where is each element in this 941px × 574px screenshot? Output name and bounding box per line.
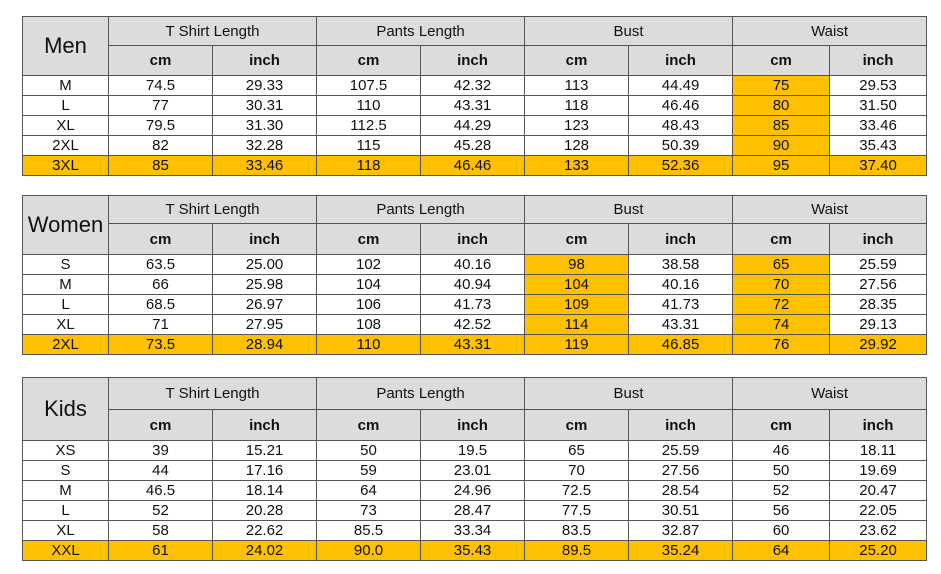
unit-header: cm	[733, 410, 830, 441]
value-cell: 27.56	[629, 461, 733, 481]
value-cell: 50	[733, 461, 830, 481]
table-row	[23, 481, 927, 501]
value-cell: 32.28	[213, 136, 317, 156]
value-cell: 43.31	[629, 315, 733, 335]
value-cell: 115	[317, 136, 421, 156]
size-cell: XXL	[23, 541, 109, 561]
value-cell: 29.53	[830, 76, 927, 96]
value-cell: 70	[525, 461, 629, 481]
column-group-header: T Shirt Length	[109, 17, 317, 46]
value-cell: 24.96	[421, 481, 525, 501]
value-cell: 89.5	[525, 541, 629, 561]
value-cell: 33.46	[830, 116, 927, 136]
unit-header: cm	[317, 46, 421, 76]
unit-header: cm	[525, 46, 629, 76]
size-table-kids	[22, 377, 927, 561]
value-cell: 46	[733, 441, 830, 461]
unit-header: cm	[733, 224, 830, 255]
value-cell: 30.31	[213, 96, 317, 116]
size-cell: 2XL	[23, 335, 109, 355]
table-row	[23, 156, 927, 176]
value-cell: 82	[109, 136, 213, 156]
value-cell: 20.28	[213, 501, 317, 521]
value-cell: 30.51	[629, 501, 733, 521]
value-cell: 60	[733, 521, 830, 541]
unit-header: inch	[629, 46, 733, 76]
size-cell: XS	[23, 441, 109, 461]
table-row	[23, 521, 927, 541]
column-group-header: Pants Length	[317, 196, 525, 224]
value-cell: 50	[317, 441, 421, 461]
value-cell: 52	[733, 481, 830, 501]
value-cell: 25.59	[629, 441, 733, 461]
value-cell: 80	[733, 96, 830, 116]
value-cell: 110	[317, 96, 421, 116]
value-cell: 18.11	[830, 441, 927, 461]
table-row	[23, 461, 927, 481]
value-cell: 40.94	[421, 275, 525, 295]
unit-header: cm	[525, 410, 629, 441]
value-cell: 17.16	[213, 461, 317, 481]
column-group-header: T Shirt Length	[109, 378, 317, 410]
value-cell: 29.13	[830, 315, 927, 335]
value-cell: 35.24	[629, 541, 733, 561]
value-cell: 40.16	[629, 275, 733, 295]
value-cell: 83.5	[525, 521, 629, 541]
value-cell: 19.69	[830, 461, 927, 481]
value-cell: 114	[525, 315, 629, 335]
table-body	[23, 76, 927, 176]
value-cell: 25.59	[830, 255, 927, 275]
value-cell: 104	[317, 275, 421, 295]
value-cell: 22.62	[213, 521, 317, 541]
column-group-header: Bust	[525, 17, 733, 46]
value-cell: 22.05	[830, 501, 927, 521]
unit-header: inch	[213, 46, 317, 76]
size-cell: 3XL	[23, 156, 109, 176]
unit-header: cm	[733, 46, 830, 76]
value-cell: 43.31	[421, 96, 525, 116]
table-label: Kids	[23, 378, 109, 441]
value-cell: 76	[733, 335, 830, 355]
value-cell: 31.50	[830, 96, 927, 116]
unit-header: inch	[421, 46, 525, 76]
value-cell: 123	[525, 116, 629, 136]
value-cell: 35.43	[421, 541, 525, 561]
value-cell: 50.39	[629, 136, 733, 156]
value-cell: 35.43	[830, 136, 927, 156]
table-row	[23, 116, 927, 136]
column-group-header: Waist	[733, 378, 927, 410]
value-cell: 23.62	[830, 521, 927, 541]
value-cell: 61	[109, 541, 213, 561]
value-cell: 28.54	[629, 481, 733, 501]
value-cell: 65	[525, 441, 629, 461]
value-cell: 95	[733, 156, 830, 176]
table-row	[23, 295, 927, 315]
unit-header: inch	[830, 46, 927, 76]
column-group-header: Waist	[733, 196, 927, 224]
value-cell: 29.92	[830, 335, 927, 355]
value-cell: 64	[317, 481, 421, 501]
value-cell: 24.02	[213, 541, 317, 561]
value-cell: 41.73	[629, 295, 733, 315]
value-cell: 32.87	[629, 521, 733, 541]
value-cell: 63.5	[109, 255, 213, 275]
value-cell: 48.43	[629, 116, 733, 136]
value-cell: 26.97	[213, 295, 317, 315]
value-cell: 85.5	[317, 521, 421, 541]
value-cell: 27.95	[213, 315, 317, 335]
value-cell: 119	[525, 335, 629, 355]
size-cell: XL	[23, 315, 109, 335]
value-cell: 73.5	[109, 335, 213, 355]
value-cell: 65	[733, 255, 830, 275]
size-cell: L	[23, 501, 109, 521]
value-cell: 27.56	[830, 275, 927, 295]
value-cell: 133	[525, 156, 629, 176]
table-row	[23, 136, 927, 156]
size-cell: M	[23, 76, 109, 96]
table-body	[23, 255, 927, 355]
value-cell: 46.85	[629, 335, 733, 355]
table-body	[23, 441, 927, 561]
value-cell: 85	[109, 156, 213, 176]
table-row	[23, 541, 927, 561]
value-cell: 128	[525, 136, 629, 156]
value-cell: 46.5	[109, 481, 213, 501]
value-cell: 45.28	[421, 136, 525, 156]
value-cell: 110	[317, 335, 421, 355]
unit-header: inch	[421, 224, 525, 255]
size-cell: M	[23, 481, 109, 501]
size-table-men	[22, 16, 927, 176]
value-cell: 33.46	[213, 156, 317, 176]
value-cell: 66	[109, 275, 213, 295]
value-cell: 56	[733, 501, 830, 521]
unit-header: inch	[421, 410, 525, 441]
unit-header: inch	[830, 410, 927, 441]
size-cell: XL	[23, 521, 109, 541]
value-cell: 46.46	[629, 96, 733, 116]
table-row	[23, 255, 927, 275]
value-cell: 20.47	[830, 481, 927, 501]
column-group-header: Pants Length	[317, 378, 525, 410]
table-row	[23, 315, 927, 335]
value-cell: 28.94	[213, 335, 317, 355]
value-cell: 106	[317, 295, 421, 315]
value-cell: 68.5	[109, 295, 213, 315]
value-cell: 59	[317, 461, 421, 481]
value-cell: 77	[109, 96, 213, 116]
unit-header: inch	[213, 410, 317, 441]
value-cell: 44.49	[629, 76, 733, 96]
value-cell: 112.5	[317, 116, 421, 136]
table-row	[23, 96, 927, 116]
value-cell: 25.98	[213, 275, 317, 295]
value-cell: 25.20	[830, 541, 927, 561]
value-cell: 41.73	[421, 295, 525, 315]
value-cell: 38.58	[629, 255, 733, 275]
value-cell: 109	[525, 295, 629, 315]
value-cell: 46.46	[421, 156, 525, 176]
value-cell: 113	[525, 76, 629, 96]
value-cell: 90	[733, 136, 830, 156]
value-cell: 42.32	[421, 76, 525, 96]
unit-header: cm	[109, 410, 213, 441]
value-cell: 71	[109, 315, 213, 335]
table-label: Women	[23, 196, 109, 255]
unit-header: cm	[317, 224, 421, 255]
value-cell: 108	[317, 315, 421, 335]
unit-header: cm	[317, 410, 421, 441]
size-cell: M	[23, 275, 109, 295]
value-cell: 52	[109, 501, 213, 521]
unit-header: inch	[213, 224, 317, 255]
unit-header: cm	[109, 224, 213, 255]
value-cell: 29.33	[213, 76, 317, 96]
unit-header: inch	[629, 410, 733, 441]
value-cell: 102	[317, 255, 421, 275]
value-cell: 72	[733, 295, 830, 315]
value-cell: 75	[733, 76, 830, 96]
column-group-header: Waist	[733, 17, 927, 46]
unit-header: inch	[830, 224, 927, 255]
value-cell: 77.5	[525, 501, 629, 521]
size-cell: XL	[23, 116, 109, 136]
value-cell: 28.47	[421, 501, 525, 521]
value-cell: 79.5	[109, 116, 213, 136]
unit-header: inch	[629, 224, 733, 255]
table-row	[23, 76, 927, 96]
value-cell: 52.36	[629, 156, 733, 176]
value-cell: 58	[109, 521, 213, 541]
value-cell: 44.29	[421, 116, 525, 136]
value-cell: 72.5	[525, 481, 629, 501]
unit-header: cm	[525, 224, 629, 255]
value-cell: 39	[109, 441, 213, 461]
value-cell: 104	[525, 275, 629, 295]
value-cell: 43.31	[421, 335, 525, 355]
table-row	[23, 335, 927, 355]
size-cell: L	[23, 295, 109, 315]
value-cell: 19.5	[421, 441, 525, 461]
value-cell: 15.21	[213, 441, 317, 461]
value-cell: 33.34	[421, 521, 525, 541]
value-cell: 64	[733, 541, 830, 561]
value-cell: 23.01	[421, 461, 525, 481]
size-cell: S	[23, 461, 109, 481]
size-cell: 2XL	[23, 136, 109, 156]
value-cell: 37.40	[830, 156, 927, 176]
column-group-header: T Shirt Length	[109, 196, 317, 224]
column-group-header: Pants Length	[317, 17, 525, 46]
size-cell: S	[23, 255, 109, 275]
unit-header: cm	[109, 46, 213, 76]
value-cell: 107.5	[317, 76, 421, 96]
column-group-header: Bust	[525, 196, 733, 224]
value-cell: 28.35	[830, 295, 927, 315]
value-cell: 40.16	[421, 255, 525, 275]
value-cell: 70	[733, 275, 830, 295]
value-cell: 74	[733, 315, 830, 335]
value-cell: 73	[317, 501, 421, 521]
value-cell: 118	[317, 156, 421, 176]
value-cell: 25.00	[213, 255, 317, 275]
size-table-women	[22, 195, 927, 355]
value-cell: 118	[525, 96, 629, 116]
size-cell: L	[23, 96, 109, 116]
value-cell: 74.5	[109, 76, 213, 96]
table-label: Men	[23, 17, 109, 76]
table-row	[23, 275, 927, 295]
value-cell: 90.0	[317, 541, 421, 561]
value-cell: 98	[525, 255, 629, 275]
value-cell: 44	[109, 461, 213, 481]
value-cell: 18.14	[213, 481, 317, 501]
value-cell: 31.30	[213, 116, 317, 136]
value-cell: 85	[733, 116, 830, 136]
table-row	[23, 441, 927, 461]
column-group-header: Bust	[525, 378, 733, 410]
table-row	[23, 501, 927, 521]
value-cell: 42.52	[421, 315, 525, 335]
